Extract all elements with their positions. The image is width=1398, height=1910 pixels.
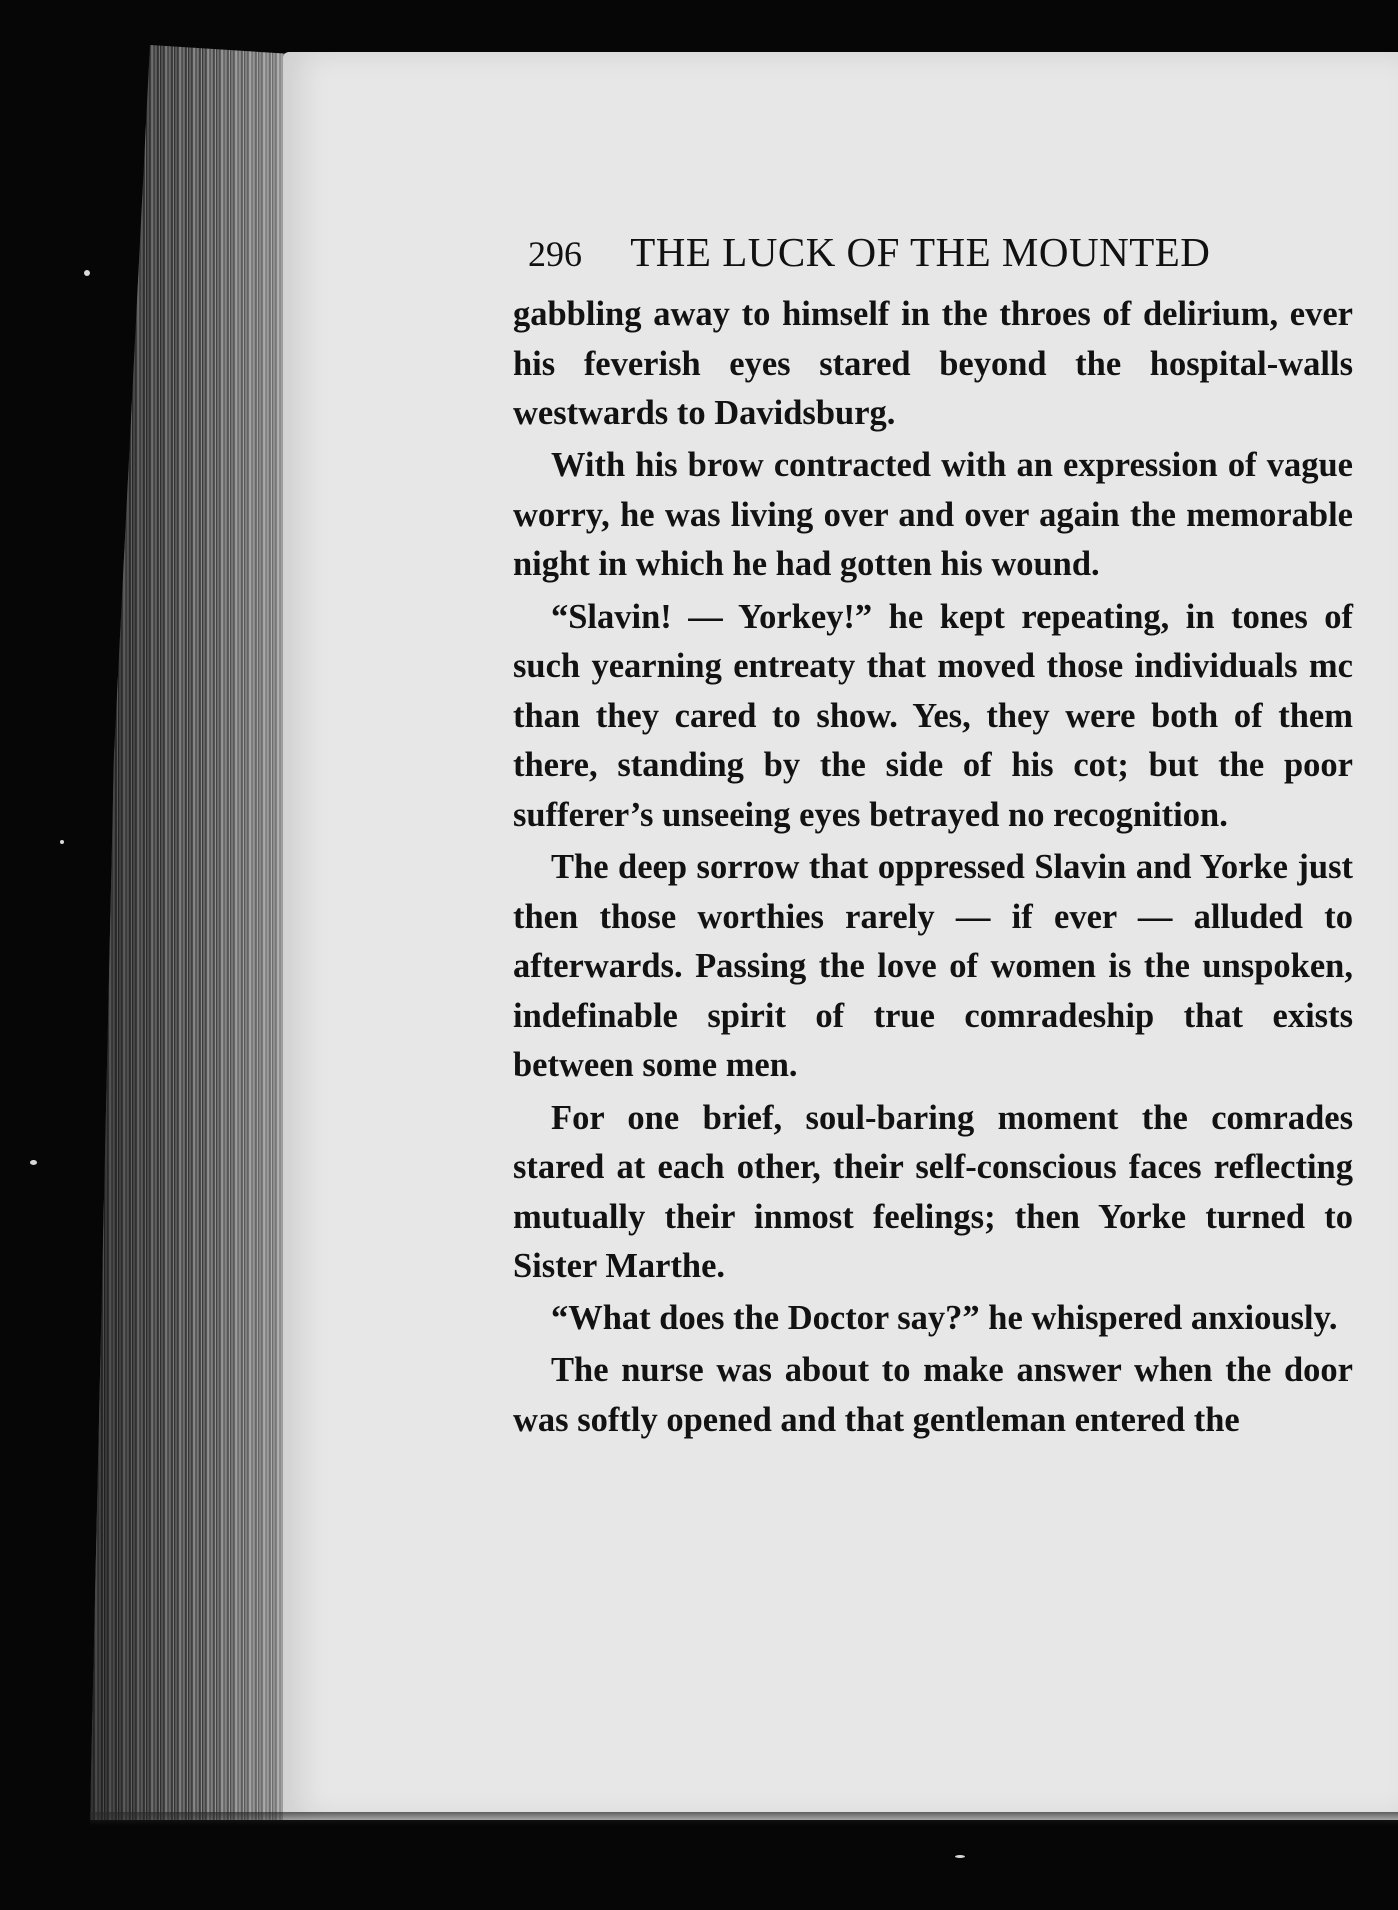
paragraph-continuation: gabbling away to himself in the throes of delirium, ever his feverish eyes stared beyond the hospital-walls westwards to Davidsburg. (513, 295, 1353, 433)
paragraph: “What does the Doctor say?” he whispered anxiously. (551, 1299, 1338, 1338)
page-header (528, 228, 1268, 276)
book-edge-shading (90, 45, 290, 1820)
dust-speck (955, 1855, 965, 1858)
paragraph: The nurse was about to make answer when the door was softly opened and that gentleman entered the (513, 1351, 1353, 1440)
page-bottom-shadow (90, 1812, 1398, 1826)
paragraph: “Slavin! — Yorkey!” he kept repeating, in tones of such yearning entreaty that moved those individuals mc than they cared to show. Yes, they were both of them there, standing by the side of his cot; but the poor sufferer’s unseeing eyes betrayed no recognition. (513, 597, 1353, 834)
paragraph: The deep sorrow that oppressed Slavin and Yorke just then those worthies rarely — if ever — alluded to afterwards. Passing the love of women is the unspoken, indefinable spirit of true comradeship that exists between some men. (513, 848, 1353, 1085)
paragraph: For one brief, soul-baring moment the comrades stared at each other, their self-conscious faces reflecting mutually their inmost feelings; then Yorke turned to Sister Marthe. (513, 1098, 1353, 1286)
dust-speck (60, 840, 64, 844)
paragraph: With his brow contracted with an expression of vague worry, he was living over and over again the memorable night in which he had gotten his wound. (513, 446, 1353, 584)
running-head-title: THE LUCK OF THE MOUNTED (630, 229, 1211, 275)
dust-speck (84, 270, 90, 276)
dust-speck (30, 1160, 37, 1165)
page-number: 296 (528, 234, 582, 274)
body-text (513, 290, 1353, 1446)
